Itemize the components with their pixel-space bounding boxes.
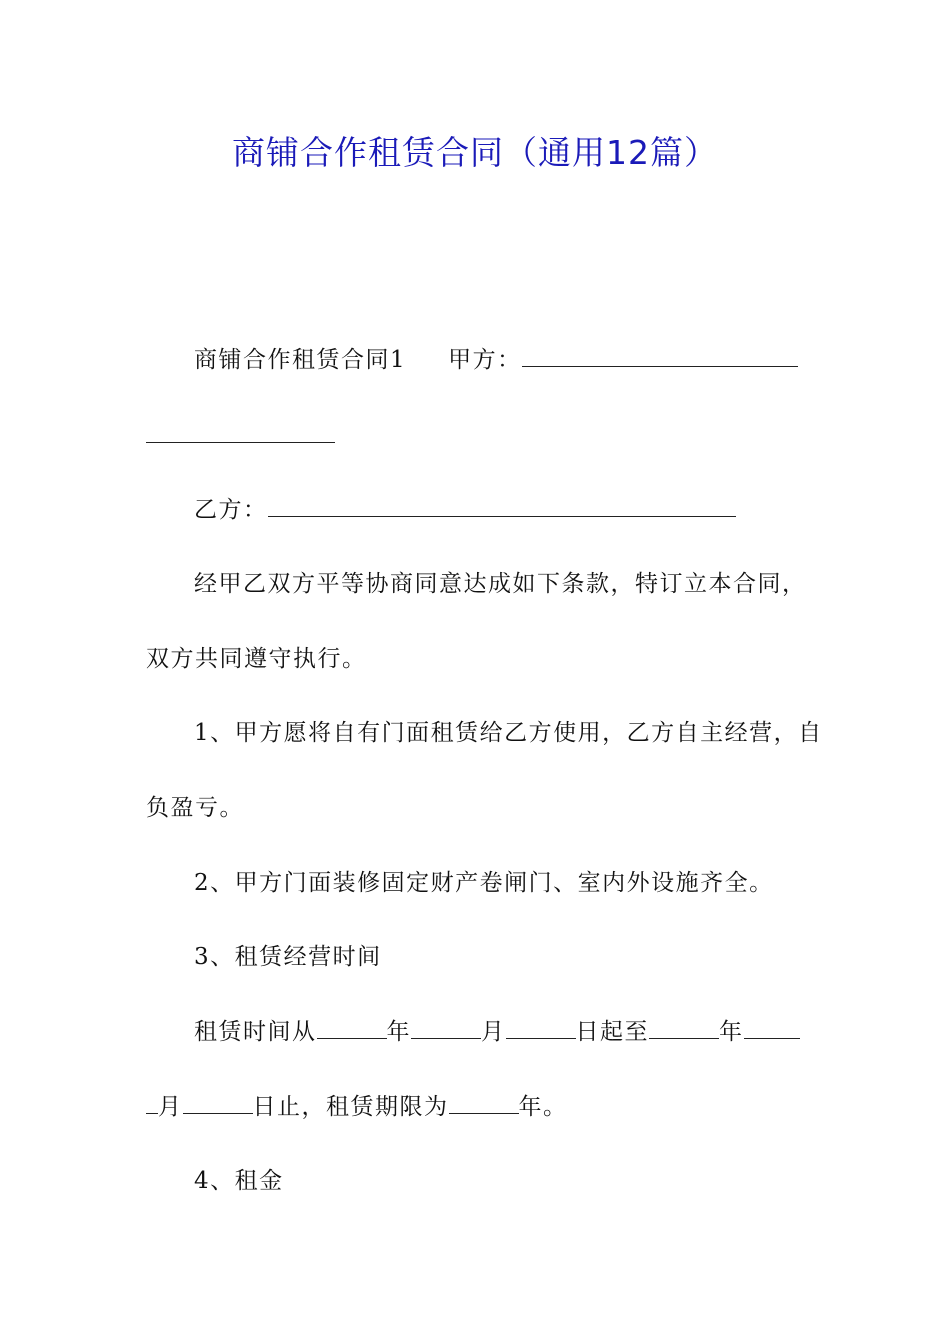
party-b-label: 乙方：: [194, 497, 268, 523]
contract-heading-line: [194, 344, 798, 376]
clause1-line-1: 1、甲方愿将自有门面租赁给乙方使用，乙方自主经营，自: [194, 720, 823, 746]
start-month-blank: [411, 1016, 481, 1039]
party-b-line: [194, 494, 736, 526]
clause3-heading: 3、租赁经营时间: [194, 944, 382, 970]
day-to-label: 日止，租赁期限为: [252, 1094, 449, 1120]
end-month-blank-continued: [146, 1091, 158, 1114]
end-year-blank: [649, 1016, 719, 1039]
start-month-label: 月: [481, 1019, 506, 1045]
term-line-1: [194, 1016, 800, 1048]
end-month-blank: [744, 1016, 800, 1039]
intro-line-1: 经甲乙双方平等协商同意达成如下条款，特订立本合同，: [194, 571, 807, 597]
day-from-label: 日起至: [575, 1019, 649, 1045]
intro-line-2: 双方共同遵守执行。: [146, 646, 367, 672]
end-year-label: 年: [719, 1019, 744, 1045]
term-line-2: [146, 1091, 568, 1123]
party-a-blank-continued-line: [146, 420, 335, 452]
party-a-blank-continued: [146, 420, 335, 443]
party-b-blank: [268, 494, 736, 517]
start-year-blank: [317, 1016, 387, 1039]
end-day-blank: [183, 1091, 253, 1114]
document-title: 商铺合作租赁合同（通用12篇）: [232, 133, 718, 172]
party-a-label: 甲方：: [448, 347, 522, 373]
end-month-label: 月: [158, 1094, 183, 1120]
term-from-label: 租赁时间从: [194, 1019, 317, 1045]
term-years-blank: [449, 1091, 519, 1114]
term-years-label: 年。: [518, 1094, 568, 1120]
clause4-heading: 4、租金: [194, 1168, 284, 1194]
start-year-label: 年: [386, 1019, 411, 1045]
clause1-line-2: 负盈亏。: [146, 795, 244, 821]
start-day-blank: [506, 1016, 576, 1039]
clause2: 2、甲方门面装修固定财产卷闸门、室内外设施齐全。: [194, 870, 774, 896]
contract-heading: 商铺合作租赁合同1: [194, 347, 407, 373]
party-a-blank: [522, 344, 798, 367]
